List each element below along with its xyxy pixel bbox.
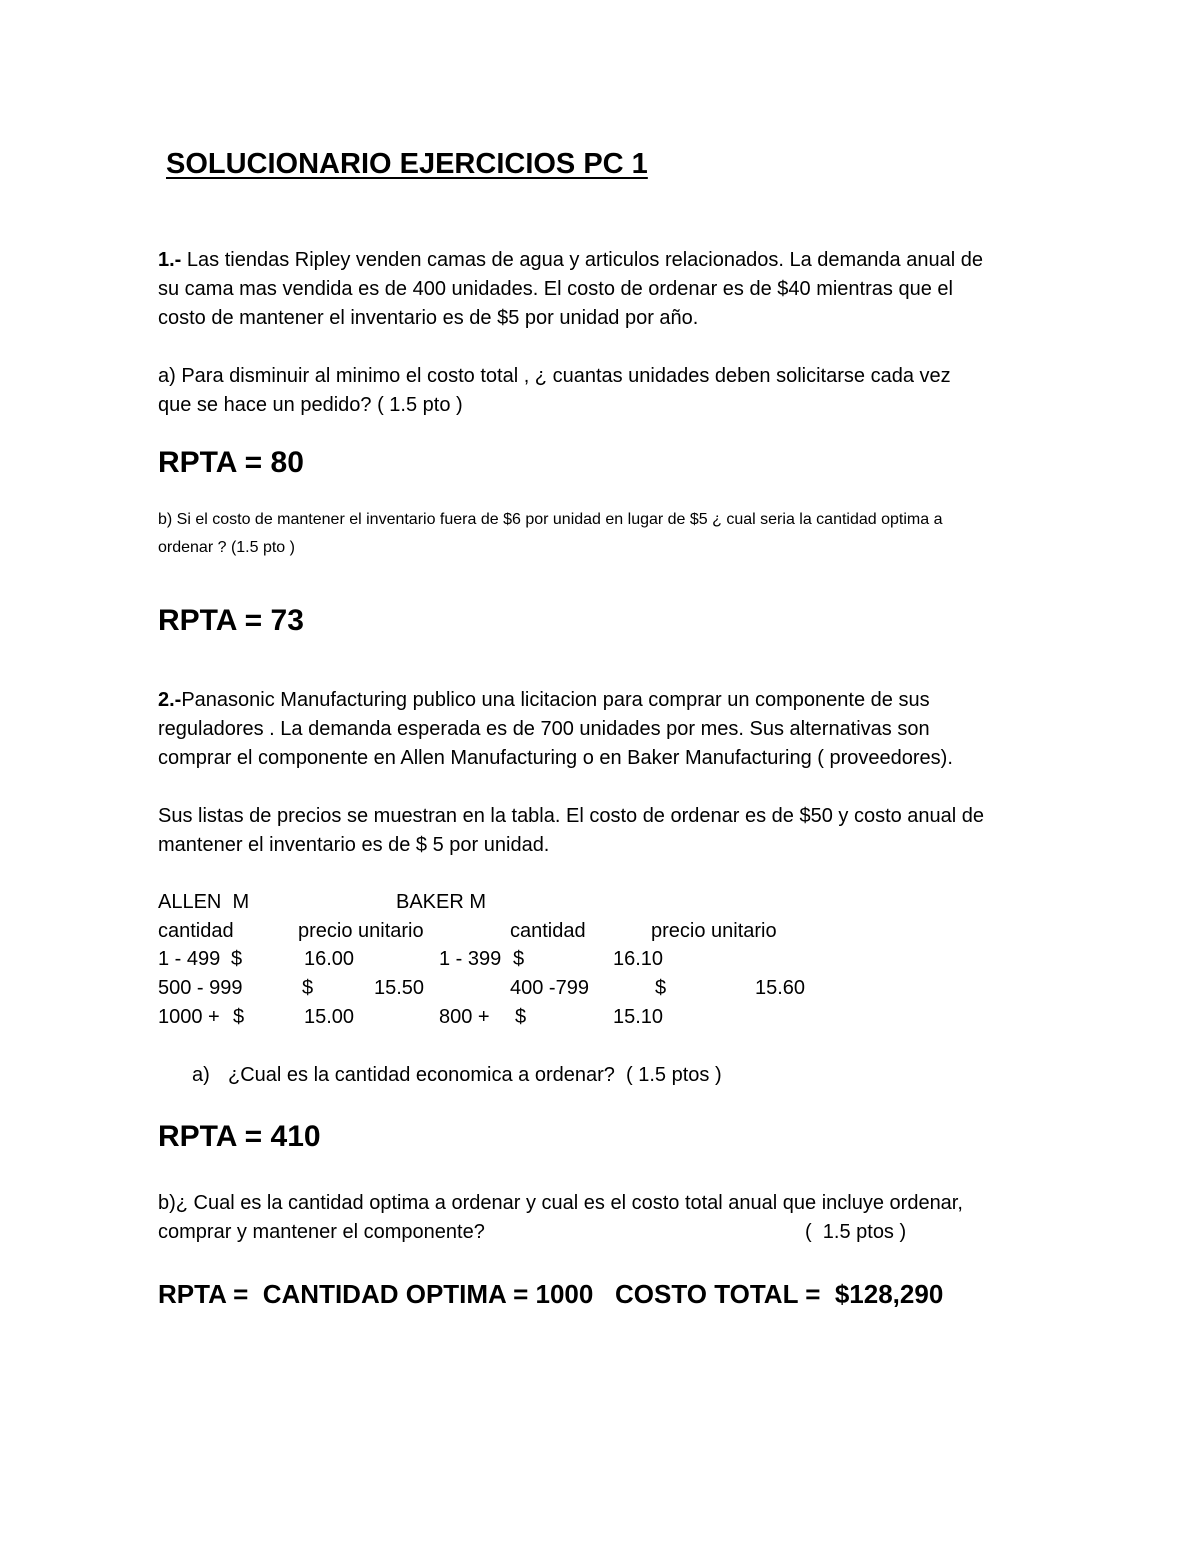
q2b-question <box>158 1189 1078 1247</box>
q1a-answer: RPTA = 80 <box>158 446 304 479</box>
q2a-question: ¿Cual es la cantidad economica a ordenar? ( 1.5 ptos ) <box>228 1064 722 1086</box>
table-row-3-allen-qty: 1000 + <box>158 1006 220 1028</box>
table-row-3-baker-qty: 800 + <box>439 1006 490 1028</box>
q1b-question <box>158 506 1118 562</box>
q1b-answer: RPTA = 73 <box>158 604 304 637</box>
q1a-line-1: a) Para disminuir al minimo el costo total , ¿ cuantas unidades deben solicitarse cada vez <box>158 365 951 387</box>
col-cantidad-baker: cantidad <box>510 920 586 942</box>
table-row-3-allen-price: 15.00 <box>304 1006 355 1028</box>
q2-line-4: Sus listas de precios se muestran en la tabla. El costo de ordenar es de $50 y costo anual de <box>158 805 985 827</box>
q2a-answer: RPTA = 410 <box>158 1120 321 1153</box>
q1-line-3: costo de mantener el inventario es de $5 por unidad por año. <box>158 307 699 329</box>
q2b-line-2: comprar y mantener el componente? <box>158 1221 485 1243</box>
q2-number: 2.- <box>158 689 182 711</box>
q1a-line-2: que se hace un pedido? ( 1.5 pto ) <box>158 394 463 416</box>
table-row-3-baker-cur: $ <box>515 1006 527 1028</box>
table-row-1-baker-cur: $ <box>513 948 525 970</box>
q1-line-1: 1.- Las tiendas Ripley venden camas de agua y articulos relacionados. La demanda anual de <box>158 249 983 271</box>
table-row-1-baker-price: 16.10 <box>613 948 664 970</box>
allen-header: ALLEN M <box>158 891 250 913</box>
col-precio-allen: precio unitario <box>298 920 424 942</box>
q1-paragraph <box>158 246 1058 333</box>
q1b-line-1: b) Si el costo de mantener el inventario fuera de $6 por unidad en lugar de $5 ¿ cual seria la cantidad optima a <box>158 511 943 528</box>
table-row-2-allen-price: 15.50 <box>374 977 425 999</box>
q2b-answer: RPTA = CANTIDAD OPTIMA = 1000 COSTO TOTAL = $128,290 <box>158 1279 944 1309</box>
table-row-2-baker-cur: $ <box>655 977 667 999</box>
page-title: SOLUCIONARIO EJERCICIOS PC 1 <box>166 148 648 180</box>
table-row-2-baker-qty: 400 -799 <box>510 977 589 999</box>
table-row-1-allen-price: 16.00 <box>304 948 355 970</box>
table-row-1-baker-qty: 1 - 399 <box>439 948 502 970</box>
table-row-1-allen-cur: $ <box>231 948 243 970</box>
table-row-2-allen-qty: 500 - 999 <box>158 977 243 999</box>
table-row-2-allen-cur: $ <box>302 977 314 999</box>
col-precio-baker: precio unitario <box>651 920 777 942</box>
q1-number: 1.- <box>158 249 182 271</box>
q2a-label: a) <box>192 1064 210 1086</box>
q2-line-1: 2.-Panasonic Manufacturing publico una licitacion para comprar un componente de sus <box>158 689 930 711</box>
table-row-3-baker-price: 15.10 <box>613 1006 664 1028</box>
q2b-points: ( 1.5 ptos ) <box>805 1221 907 1243</box>
col-cantidad-allen: cantidad <box>158 920 234 942</box>
q1b-line-2: ordenar ? (1.5 pto ) <box>158 539 295 556</box>
baker-header: BAKER M <box>396 891 487 913</box>
q2-paragraph <box>158 686 1058 773</box>
q2-line-5: mantener el inventario es de $ 5 por unidad. <box>158 834 550 856</box>
table-row-2-baker-price: 15.60 <box>755 977 806 999</box>
q1-line-2: su cama mas vendida es de 400 unidades. El costo de ordenar es de $40 mientras que el <box>158 278 953 300</box>
table-row-1-allen-qty: 1 - 499 <box>158 948 221 970</box>
q2b-line-1: b)¿ Cual es la cantidad optima a ordenar y cual es el costo total anual que incluye ordenar, <box>158 1192 963 1214</box>
q2-line-3: comprar el componente en Allen Manufacturing o en Baker Manufacturing ( proveedores). <box>158 747 953 769</box>
q1a-question <box>158 362 1058 420</box>
table-row-3-allen-cur: $ <box>233 1006 245 1028</box>
q2-pricing-paragraph <box>158 802 1058 860</box>
q2-line-2: reguladores . La demanda esperada es de 700 unidades por mes. Sus alternativas son <box>158 718 930 740</box>
